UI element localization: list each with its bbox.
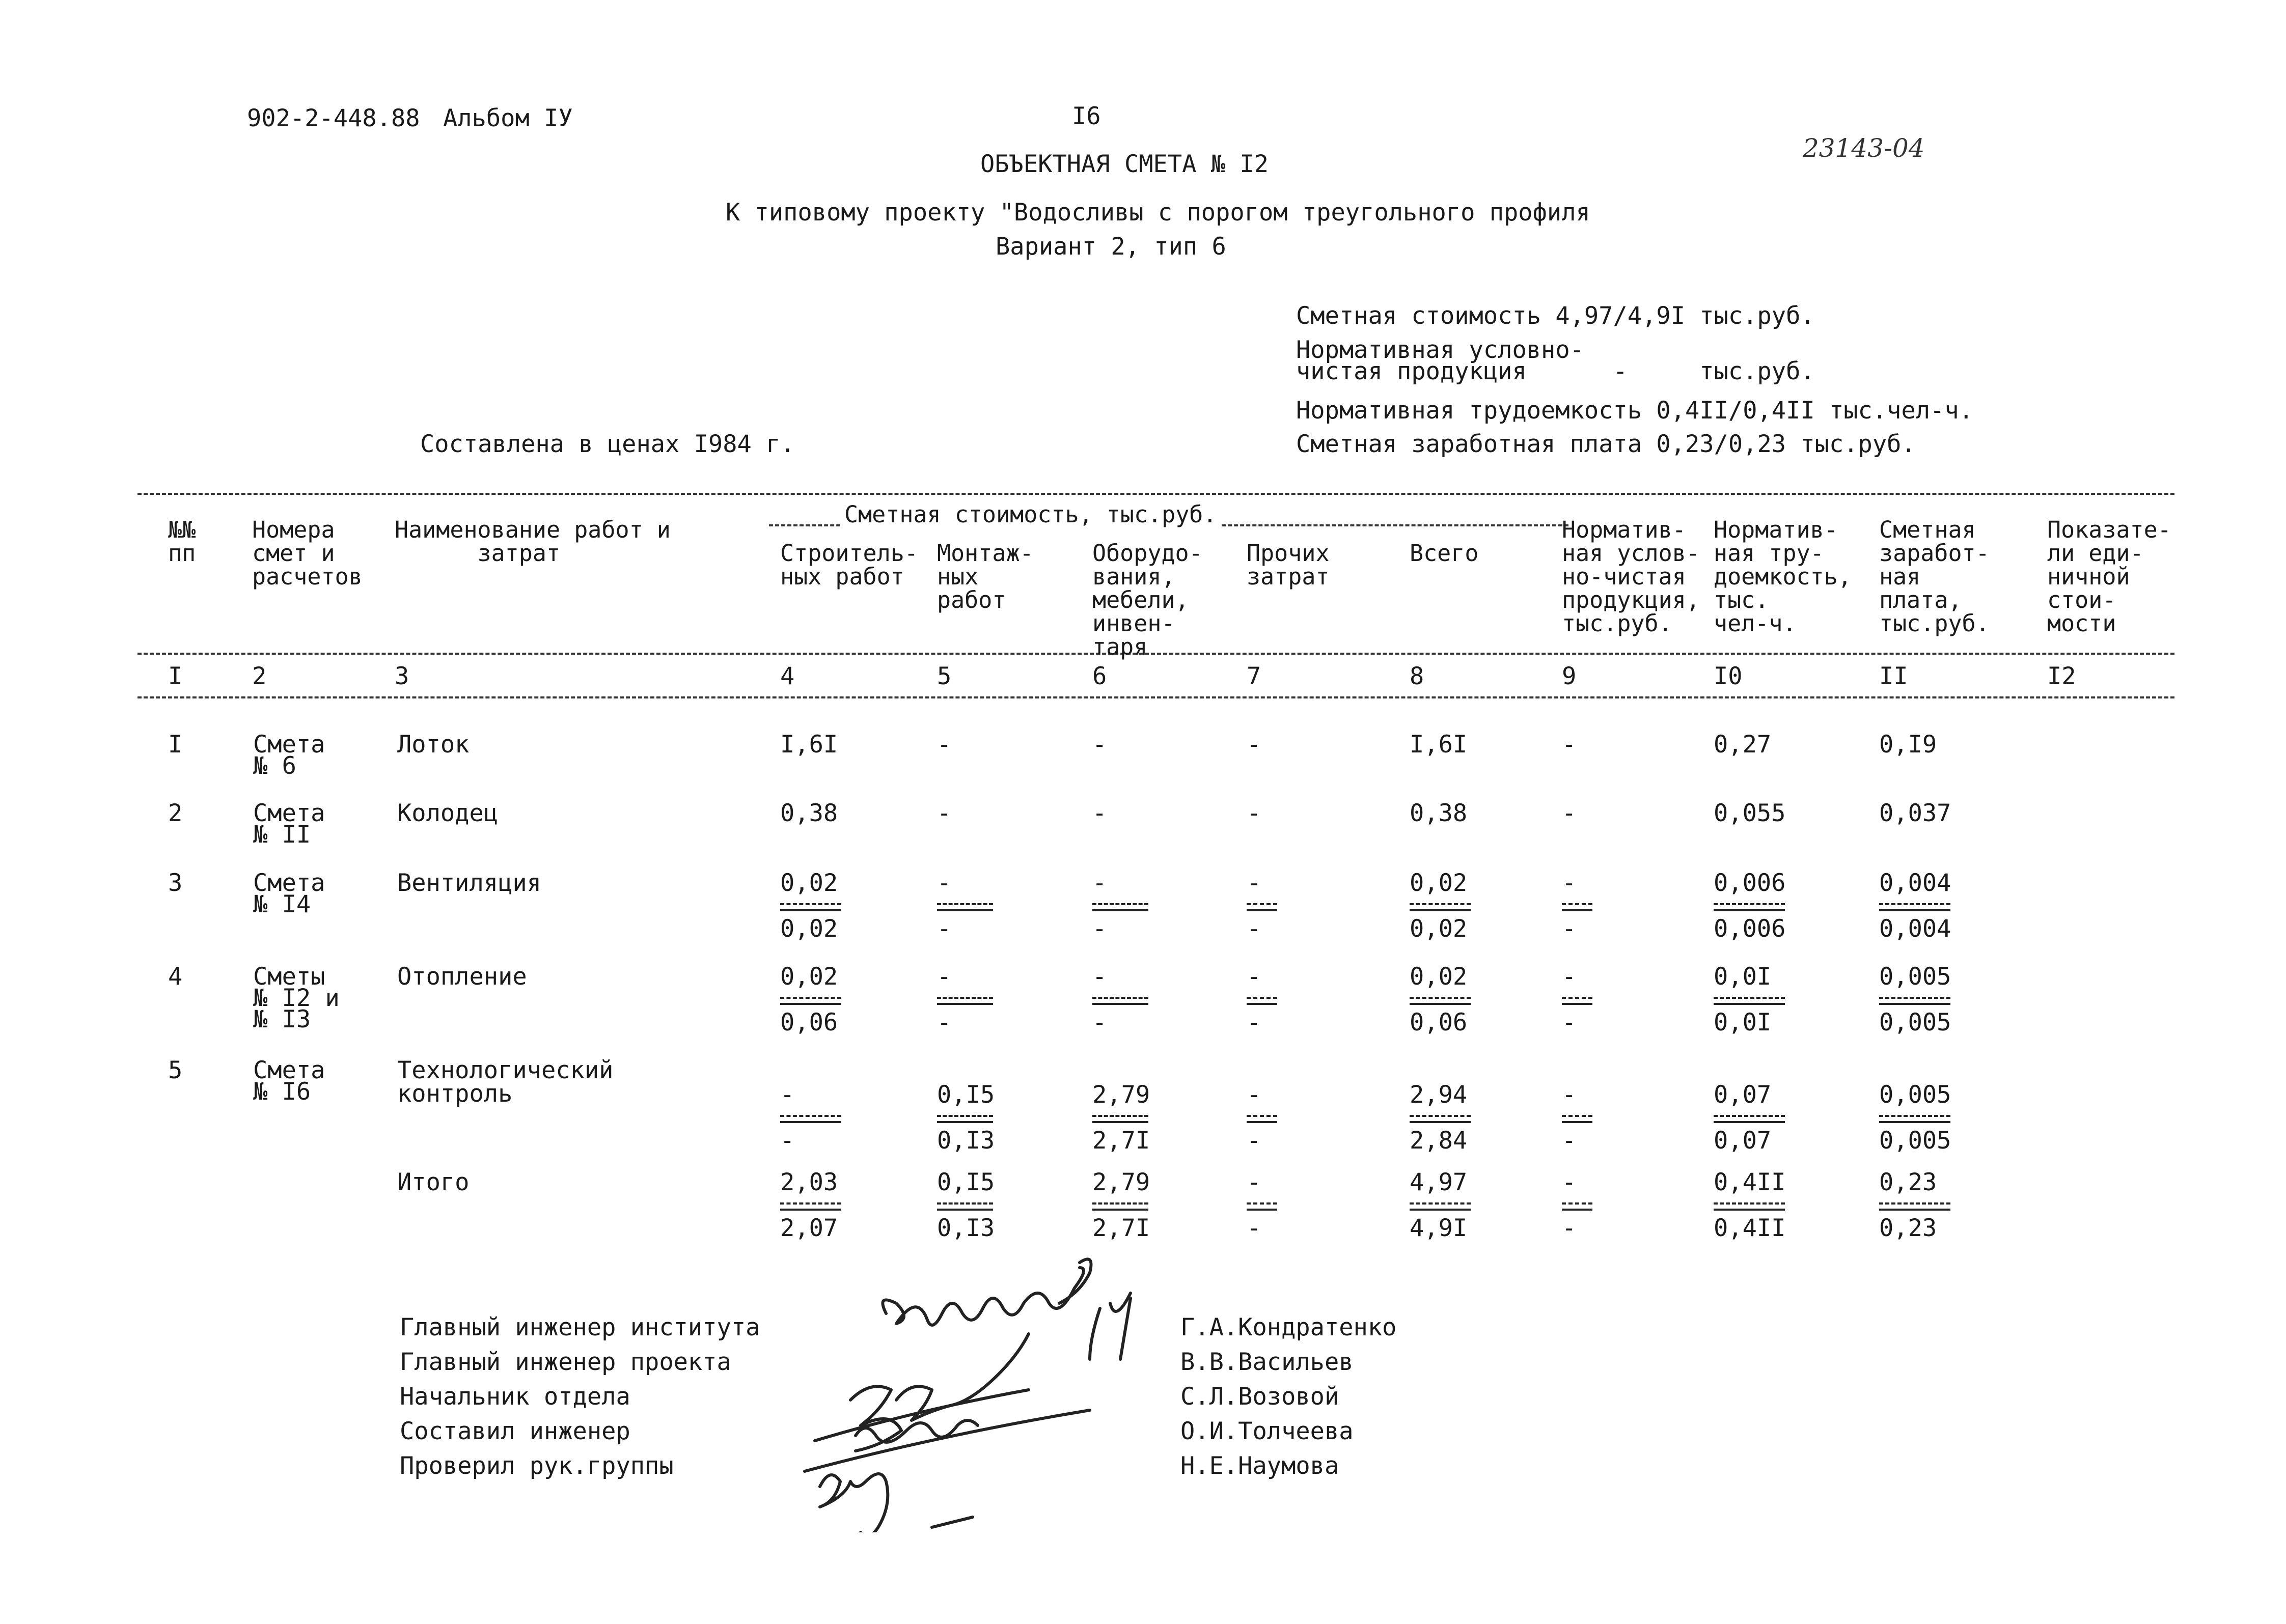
column-header-9-line-4: продукция, [1562, 586, 1700, 613]
fraction-line [780, 1121, 841, 1123]
row-value: 0,I5 [937, 1081, 995, 1109]
row-work-name: контроль [397, 1080, 513, 1108]
column-header-12-line-5: мости [2047, 610, 2116, 637]
column-header-9-line-1: Норматив- [1562, 516, 1686, 543]
row-value: 0,38 [1410, 799, 1468, 827]
row-value: 0,I9 [1879, 731, 1937, 759]
row-number: 3 [168, 869, 183, 897]
row-value: 0,23 [1879, 1214, 1937, 1242]
fraction-line [1879, 909, 1950, 911]
fraction-line [1879, 1209, 1950, 1211]
signature-role: Главный инженер института [400, 1313, 760, 1341]
row-value: - [1247, 915, 1261, 943]
column-header-2-line-3: расчетов [252, 563, 363, 590]
fraction-line [937, 1003, 993, 1005]
row-number: I [168, 731, 183, 759]
row-value: - [937, 799, 952, 827]
fraction-dashes [1092, 903, 1148, 905]
row-value: 0,I3 [937, 1214, 995, 1242]
column-header-11-line-3: ная [1879, 563, 1921, 590]
handwritten-signatures-icon [794, 1247, 1212, 1532]
row-value: - [1562, 731, 1577, 759]
row-value: 2,03 [780, 1168, 838, 1196]
row-value: - [1247, 1127, 1261, 1155]
fraction-line [1247, 1003, 1277, 1005]
column-header-12-line-2: ли еди- [2047, 540, 2144, 567]
column-header-9-line-5: тыс.руб. [1562, 610, 1672, 637]
row-estimate-ref: № II [253, 821, 311, 849]
signature-role: Начальник отдела [400, 1383, 630, 1411]
estimated-wages: Сметная заработная плата 0,23/0,23 тыс.руб. [1296, 430, 1916, 458]
column-numbers-rule [137, 696, 2174, 698]
row-value: - [1247, 731, 1261, 759]
row-value: - [937, 915, 952, 943]
row-estimate-ref: № I4 [253, 890, 311, 918]
fraction-dashes [780, 1202, 841, 1205]
handwritten-inventory-number: 23143-04 [1803, 133, 1925, 163]
fraction-line [1247, 1209, 1277, 1211]
column-header-11-line-4: плата, [1879, 586, 1962, 613]
fraction-dashes [780, 903, 841, 905]
row-value: 2,84 [1410, 1127, 1468, 1155]
fraction-dashes [1879, 903, 1950, 905]
fraction-line [1714, 1003, 1785, 1005]
row-value: - [937, 731, 952, 759]
fraction-dashes [1092, 1202, 1148, 1205]
fraction-dashes [937, 1115, 993, 1117]
column-header-11-line-1: Сметная [1879, 516, 1976, 543]
row-estimate-ref: № I2 и [253, 984, 340, 1012]
column-header-10-line-2: ная тру- [1714, 540, 1824, 567]
fraction-line [780, 1003, 841, 1005]
column-header-6-line-1: Оборудо- [1092, 540, 1203, 567]
row-value: 0,005 [1879, 963, 1951, 991]
row-value: 0,037 [1879, 799, 1951, 827]
row-value: 2,94 [1410, 1081, 1468, 1109]
row-value: 0,004 [1879, 915, 1951, 943]
fraction-line [1247, 909, 1277, 911]
row-value: - [937, 1009, 952, 1037]
column-header-5-line-1: Монтаж- [937, 540, 1034, 567]
row-value: 0,I5 [937, 1168, 995, 1196]
row-value: 0,02 [780, 869, 838, 897]
fraction-line [1714, 1121, 1785, 1123]
row-estimate-ref: Сметы [253, 963, 325, 991]
page-number: I6 [1072, 102, 1101, 130]
signature-name: Н.Е.Наумова [1180, 1452, 1339, 1480]
column-number-4: 4 [780, 662, 795, 690]
signature-name: Г.А.Кондратенко [1180, 1313, 1397, 1341]
column-header-12-line-1: Показате- [2047, 516, 2171, 543]
row-value: - [937, 869, 952, 897]
row-value: 0,07 [1714, 1127, 1772, 1155]
column-header-7-line-1: Прочих [1247, 540, 1330, 567]
row-estimate-ref: Смета [253, 869, 325, 897]
row-value: - [1247, 1214, 1261, 1242]
row-value: 0,004 [1879, 869, 1951, 897]
row-value: 2,7I [1092, 1214, 1150, 1242]
column-header-11-line-2: заработ- [1879, 540, 1990, 567]
row-value: - [1092, 915, 1107, 943]
row-value: 0,006 [1714, 869, 1786, 897]
row-value: 0,I3 [937, 1127, 995, 1155]
row-value: - [1092, 731, 1107, 759]
fraction-line [1092, 1209, 1148, 1211]
column-number-10: I0 [1714, 662, 1743, 690]
row-value: 0,055 [1714, 799, 1786, 827]
row-number: 4 [168, 963, 183, 991]
row-value: 2,79 [1092, 1168, 1150, 1196]
row-value: I,6I [1410, 731, 1468, 759]
row-estimate-ref: Смета [253, 799, 325, 827]
column-header-6-line-5: таря [1092, 633, 1148, 660]
fraction-line [1410, 909, 1471, 911]
row-value: 0,02 [780, 915, 838, 943]
row-value: 0,02 [780, 963, 838, 991]
fraction-line [1247, 1121, 1277, 1123]
signature-name: О.И.Толчеева [1180, 1417, 1354, 1445]
row-value: - [1562, 915, 1577, 943]
row-value: - [1247, 1081, 1261, 1109]
row-estimate-ref: № 6 [253, 752, 296, 780]
row-value: - [780, 1081, 795, 1109]
fraction-line [1562, 1003, 1592, 1005]
row-value: 0,02 [1410, 963, 1468, 991]
fraction-line [937, 1209, 993, 1211]
signature-name: С.Л.Возовой [1180, 1383, 1339, 1411]
column-header-2-line-1: Номера [252, 516, 335, 543]
fraction-dashes [1879, 997, 1950, 999]
column-number-6: 6 [1092, 662, 1107, 690]
column-header-11-line-5: тыс.руб. [1879, 610, 1990, 637]
fraction-dashes [1092, 997, 1148, 999]
row-value: 0,005 [1879, 1127, 1951, 1155]
fraction-line [780, 909, 841, 911]
fraction-dashes [1714, 1202, 1785, 1205]
row-value: 2,79 [1092, 1081, 1150, 1109]
column-header-4-line-1: Строитель- [780, 540, 918, 567]
fraction-dashes [1247, 1202, 1277, 1205]
row-value: - [1562, 799, 1577, 827]
row-value: 0,06 [780, 1009, 838, 1037]
row-value: 0,4II [1714, 1214, 1786, 1242]
row-value: - [1562, 1214, 1577, 1242]
column-header-12-line-3: ничной [2047, 563, 2130, 590]
fraction-dashes [1410, 903, 1471, 905]
fraction-line [1092, 909, 1148, 911]
fraction-line [1410, 1209, 1471, 1211]
row-work-name: Колодец [397, 799, 499, 827]
column-header-1-line-1: №№ [168, 516, 196, 543]
fraction-line [1714, 1209, 1785, 1211]
fraction-dashes [1714, 1115, 1785, 1117]
fraction-line [1562, 1121, 1592, 1123]
fraction-dashes [1562, 903, 1592, 905]
fraction-line [937, 909, 993, 911]
column-header-5-line-2: ных [937, 563, 979, 590]
row-value: 0,02 [1410, 869, 1468, 897]
estimated-cost: Сметная стоимость 4,97/4,9I тыс.руб. [1296, 302, 1815, 330]
fraction-dashes [1879, 1202, 1950, 1205]
row-value: 0,005 [1879, 1009, 1951, 1037]
fraction-dashes [1714, 997, 1785, 999]
row-value: - [1562, 1127, 1577, 1155]
row-value: - [1562, 1081, 1577, 1109]
fraction-line [937, 1121, 993, 1123]
column-header-1-line-2: пп [168, 540, 196, 567]
signature-role: Главный инженер проекта [400, 1348, 731, 1376]
column-header-3-line-1: Наименование работ и [395, 516, 671, 543]
row-value: 0,07 [1714, 1081, 1772, 1109]
fraction-line [1562, 909, 1592, 911]
row-work-name: Лоток [397, 731, 470, 759]
row-value: - [1562, 1009, 1577, 1037]
column-header-3-line-2: затрат [395, 540, 561, 567]
signature-role: Составил инженер [400, 1417, 630, 1445]
row-value: - [1092, 963, 1107, 991]
fraction-dashes [937, 997, 993, 999]
column-header-10-line-4: тыс. [1714, 586, 1769, 613]
fraction-dashes [937, 903, 993, 905]
row-value: 4,9I [1410, 1214, 1468, 1242]
fraction-dashes [1247, 903, 1277, 905]
row-value: - [1247, 869, 1261, 897]
fraction-dashes [1247, 1115, 1277, 1117]
column-header-8-line-1: Всего [1410, 540, 1479, 567]
fraction-dashes [1562, 1115, 1592, 1117]
fraction-dashes [1879, 1115, 1950, 1117]
row-value: 0,06 [1410, 1009, 1468, 1037]
signature-role: Проверил рук.группы [400, 1452, 674, 1480]
group-header-cost: Сметная стоимость, тыс.руб. [840, 503, 1221, 526]
row-work-name: Отопление [397, 963, 527, 991]
row-value: - [1247, 1009, 1261, 1037]
column-number-11: II [1879, 662, 1908, 690]
document-code: 902-2-448.88 [247, 104, 420, 132]
row-estimate-ref: № I6 [253, 1078, 311, 1106]
row-value: - [1562, 963, 1577, 991]
header-bottom-rule [137, 653, 2174, 655]
document-subtitle-1: К типовому проекту "Водосливы с порогом треугольного профиля [726, 199, 1590, 227]
row-number: 5 [168, 1056, 183, 1084]
row-value: - [1092, 799, 1107, 827]
fraction-line [1879, 1121, 1950, 1123]
fraction-dashes [1562, 997, 1592, 999]
row-value: 0,005 [1879, 1081, 1951, 1109]
row-value: - [937, 963, 952, 991]
column-header-9-line-3: но-чистая [1562, 563, 1686, 590]
column-header-10-line-3: доемкость, [1714, 563, 1852, 590]
fraction-line [1879, 1003, 1950, 1005]
column-number-2: 2 [252, 662, 267, 690]
normative-production-line2: чистая продукция - тыс.руб. [1296, 357, 1815, 385]
fraction-line [780, 1209, 841, 1211]
fraction-dashes [1562, 1202, 1592, 1205]
column-header-10-line-5: чел-ч. [1714, 610, 1797, 637]
column-number-3: 3 [395, 662, 409, 690]
column-header-7-line-2: затрат [1247, 563, 1330, 590]
fraction-dashes [937, 1202, 993, 1205]
fraction-line [1092, 1003, 1148, 1005]
column-header-4-line-2: ных работ [780, 563, 904, 590]
row-value: 4,97 [1410, 1168, 1468, 1196]
fraction-line [1714, 909, 1785, 911]
fraction-dashes [780, 997, 841, 999]
signature-name: В.В.Васильев [1180, 1348, 1354, 1376]
fraction-dashes [1714, 903, 1785, 905]
table-top-rule [137, 493, 2174, 495]
row-value: - [1562, 869, 1577, 897]
column-number-9: 9 [1562, 662, 1577, 690]
row-number: 2 [168, 799, 183, 827]
row-value: 0,27 [1714, 731, 1772, 759]
column-number-5: 5 [937, 662, 952, 690]
document-title: ОБЪЕКТНАЯ СМЕТА № I2 [980, 150, 1269, 178]
row-estimate-ref: Смета [253, 1056, 325, 1084]
row-value: - [780, 1127, 795, 1155]
row-value: 0,4II [1714, 1168, 1786, 1196]
row-work-name: Вентиляция [397, 869, 541, 897]
column-number-1: I [168, 662, 183, 690]
row-value: 0,38 [780, 799, 838, 827]
row-value: I,6I [780, 731, 838, 759]
fraction-dashes [780, 1115, 841, 1117]
column-header-6-line-3: мебели, [1092, 586, 1189, 613]
fraction-dashes [1410, 997, 1471, 999]
row-work-name: Технологический [397, 1056, 614, 1084]
fraction-dashes [1410, 1202, 1471, 1205]
fraction-line [1092, 1121, 1148, 1123]
row-value: - [1247, 963, 1261, 991]
column-header-9-line-2: ная услов- [1562, 540, 1700, 567]
row-value: 0,0I [1714, 1009, 1772, 1037]
row-value: - [1562, 1168, 1577, 1196]
document-subtitle-2: Вариант 2, тип 6 [996, 233, 1226, 261]
row-value: 0,006 [1714, 915, 1786, 943]
column-number-12: I2 [2047, 662, 2076, 690]
normative-labor: Нормативная трудоемкость 0,4II/0,4II тыс.чел-ч. [1296, 397, 1973, 425]
column-header-6-line-4: инвен- [1092, 610, 1175, 637]
prices-note: Составлена в ценах I984 г. [420, 430, 795, 458]
row-work-name: Итого [397, 1168, 470, 1196]
row-value: 2,7I [1092, 1127, 1150, 1155]
album-label: Альбом IУ [443, 104, 573, 132]
column-header-10-line-1: Норматив- [1714, 516, 1838, 543]
row-value: - [1247, 1168, 1261, 1196]
fraction-dashes [1247, 997, 1277, 999]
column-header-6-line-2: вания, [1092, 563, 1175, 590]
fraction-dashes [1092, 1115, 1148, 1117]
fraction-line [1410, 1003, 1471, 1005]
normative-production-line1: Нормативная условно- [1296, 336, 1584, 364]
row-value: 0,0I [1714, 963, 1772, 991]
row-value: - [1092, 869, 1107, 897]
fraction-dashes [1410, 1115, 1471, 1117]
row-value: 2,07 [780, 1214, 838, 1242]
column-header-2-line-2: смет и [252, 540, 335, 567]
row-value: 0,02 [1410, 915, 1468, 943]
row-value: 0,23 [1879, 1168, 1937, 1196]
column-number-8: 8 [1410, 662, 1424, 690]
row-estimate-ref: № I3 [253, 1005, 311, 1033]
row-estimate-ref: Смета [253, 731, 325, 759]
fraction-line [1410, 1121, 1471, 1123]
column-header-12-line-4: стои- [2047, 586, 2116, 613]
fraction-line [1562, 1209, 1592, 1211]
row-value: - [1092, 1009, 1107, 1037]
row-value: - [1247, 799, 1261, 827]
column-number-7: 7 [1247, 662, 1261, 690]
column-header-5-line-3: работ [937, 586, 1006, 613]
